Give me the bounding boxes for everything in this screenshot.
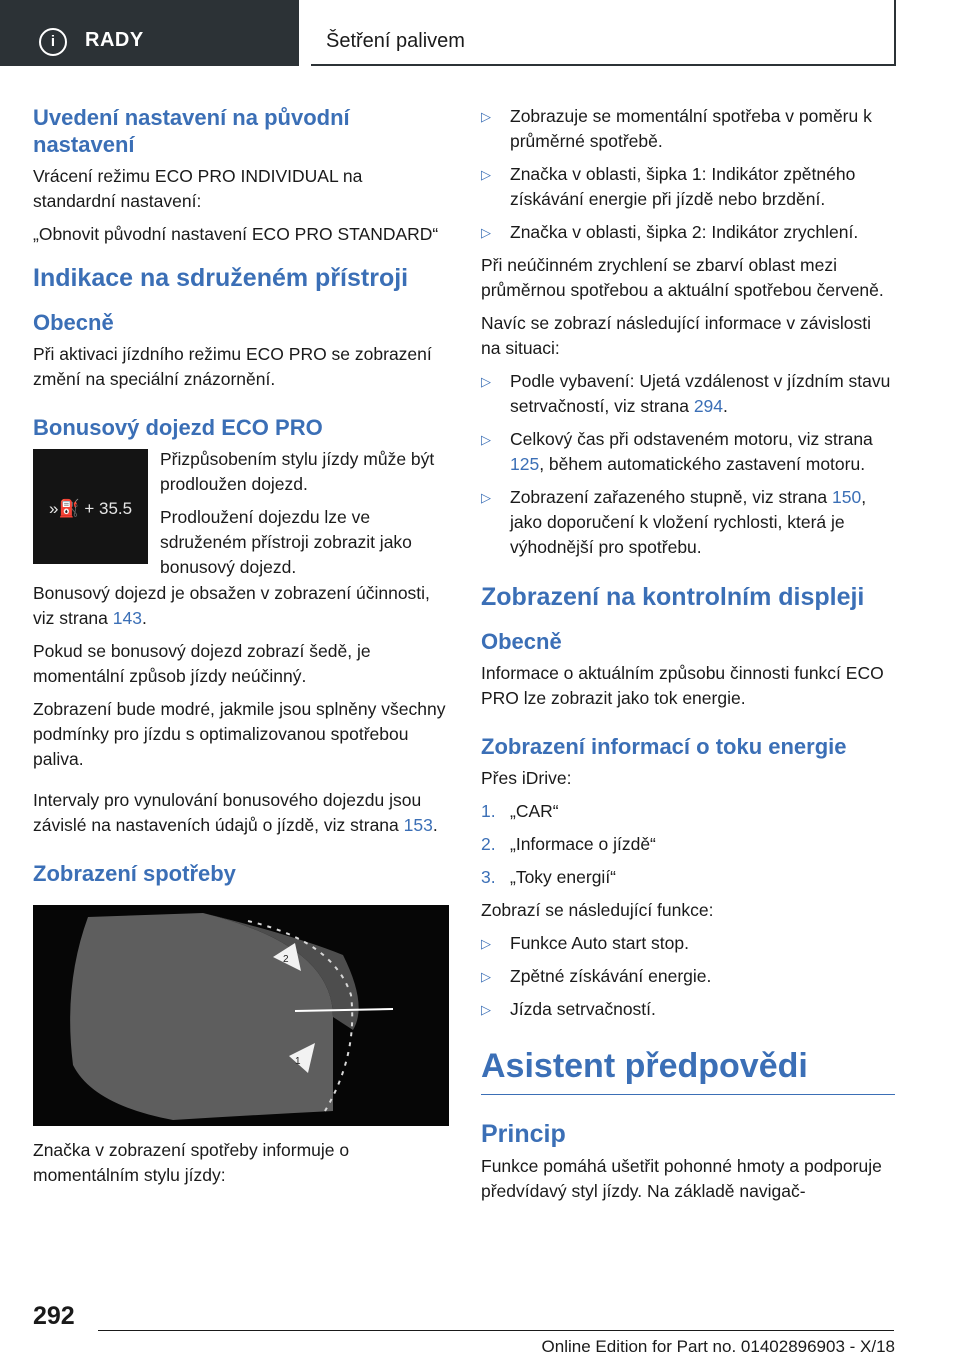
bullet-item: ▷ Značka v oblasti, šipka 2: Indikátor zrychlení. bbox=[481, 220, 895, 245]
bullet-item: ▷ Funkce Auto start stop. bbox=[481, 931, 895, 956]
page-link[interactable]: 125 bbox=[510, 454, 540, 474]
paragraph: Informace o aktuálním způsobu činnosti funkcí ECO PRO lze zobrazit jako tok energie. bbox=[481, 663, 884, 708]
bonus-block bbox=[33, 447, 449, 575]
page-number: 292 bbox=[33, 1302, 75, 1330]
heading-prediction-assistant: Asistent předpovědi bbox=[481, 1044, 895, 1095]
left-column bbox=[33, 104, 449, 1196]
paragraph: Zobrazení bude modré, jakmile jsou splněny všechny podmínky pro jízdu s optimalizovanou spotřebou paliva. bbox=[33, 699, 446, 769]
step-item: 1. „CAR“ bbox=[481, 801, 559, 821]
heading-bonus: Bonusový dojezd ECO PRO bbox=[33, 415, 323, 440]
chapter-title: Šetření palivem bbox=[326, 30, 465, 52]
heading-general: Obecně bbox=[481, 629, 562, 654]
paragraph: „Obnovit původní nastavení ECO PRO STANDARD“ bbox=[33, 224, 439, 244]
footer-divider bbox=[98, 1330, 894, 1331]
info-icon: i bbox=[39, 28, 67, 56]
page-link[interactable]: 150 bbox=[832, 487, 862, 507]
right-column bbox=[481, 104, 895, 1212]
paragraph: Značka v zobrazení spotřeby informuje o momentálním stylu jízdy: bbox=[33, 1140, 350, 1185]
paragraph: Prodloužení dojezdu lze ve sdruženém přístroji zobrazit jako bonusový dojezd. bbox=[160, 507, 412, 577]
svg-text:1: 1 bbox=[295, 1056, 301, 1067]
heading-energy-flow: Zobrazení informací o toku energie bbox=[481, 734, 847, 759]
chapter-header bbox=[311, 0, 896, 66]
edition-footer: Online Edition for Part no. 01402896903 - X/18 bbox=[541, 1337, 895, 1356]
heading-reset: Uvedení nastavení na původní nastavení bbox=[33, 105, 350, 157]
header-section-tab bbox=[0, 0, 299, 66]
paragraph: Pokud se bonusový dojezd zobrazí šedě, je momentální způsob jízdy neúčinný. bbox=[33, 641, 371, 686]
paragraph: Při aktivaci jízdního režimu ECO PRO se zobrazení změní na speciální znázornění. bbox=[33, 344, 432, 389]
bonus-range-readout: »⛽ + 35.5 bbox=[49, 499, 133, 518]
paragraph: Přizpůsobením stylu jízdy může být prodloužen dojezd. bbox=[160, 449, 435, 494]
bullet-item: ▷ Celkový čas při odstaveném motoru, viz strana 125, během automatického zastavení motoru. bbox=[481, 427, 895, 477]
paragraph: Při neúčinném zrychlení se zbarví oblast mezi průměrnou spotřebou a aktuální spotřebou červeně. bbox=[481, 255, 884, 300]
heading-general: Obecně bbox=[33, 310, 114, 335]
paragraph: Přes iDrive: bbox=[481, 768, 572, 788]
page-link[interactable]: 143 bbox=[112, 608, 142, 628]
bullet-item: ▷ Zpětné získávání energie. bbox=[481, 964, 895, 989]
section-tag: RADY bbox=[85, 29, 144, 51]
svg-text:2: 2 bbox=[283, 954, 289, 965]
paragraph: Bonusový dojezd je obsažen v zobrazení účinnosti, viz strana 143. bbox=[33, 583, 430, 628]
bullet-item: ▷ Zobrazení zařazeného stupně, viz strana 150, jako doporučení k vložení rychlosti, která je výhodnější pro spotřebu. bbox=[481, 485, 895, 560]
heading-consumption: Zobrazení spotřeby bbox=[33, 861, 236, 886]
bullet-item: ▷ Podle vybavení: Ujetá vzdálenost v jízdním stavu setrvačností, viz strana 294. bbox=[481, 369, 895, 419]
step-item: 2. „Informace o jízdě“ bbox=[481, 834, 656, 854]
paragraph: Intervaly pro vynulování bonusového dojezdu jsou závislé na nastaveních údajů o jízdě, viz strana 153. bbox=[33, 790, 438, 835]
page-link[interactable]: 153 bbox=[403, 815, 433, 835]
heading-principle: Princip bbox=[481, 1120, 566, 1148]
bullet-item: ▷ Jízda setrvačností. bbox=[481, 997, 895, 1022]
paragraph: Vrácení režimu ECO PRO INDIVIDUAL na standardní nastavení: bbox=[33, 166, 363, 211]
paragraph: Navíc se zobrazí následující informace v závislosti na situaci: bbox=[481, 313, 872, 358]
bonus-range-display-image bbox=[33, 449, 148, 564]
paragraph: Zobrazí se následující funkce: bbox=[481, 900, 714, 920]
heading-cluster: Indikace na sdruženém přístroji bbox=[33, 264, 409, 292]
bullet-item: ▷ Zobrazuje se momentální spotřeba v poměru k průměrné spotřebě. bbox=[481, 104, 895, 154]
heading-control-display: Zobrazení na kontrolním displeji bbox=[481, 583, 865, 611]
bullet-item: ▷ Značka v oblasti, šipka 1: Indikátor zpětného získávání energie při jízdě nebo brzdění. bbox=[481, 162, 895, 212]
page-link[interactable]: 294 bbox=[693, 396, 724, 416]
step-item: 3. „Toky energií“ bbox=[481, 867, 617, 887]
consumption-display-image bbox=[33, 905, 449, 1126]
paragraph: Funkce pomáhá ušetřit pohonné hmoty a podporuje předvídavý styl jízdy. Na základě navigač- bbox=[481, 1156, 882, 1201]
